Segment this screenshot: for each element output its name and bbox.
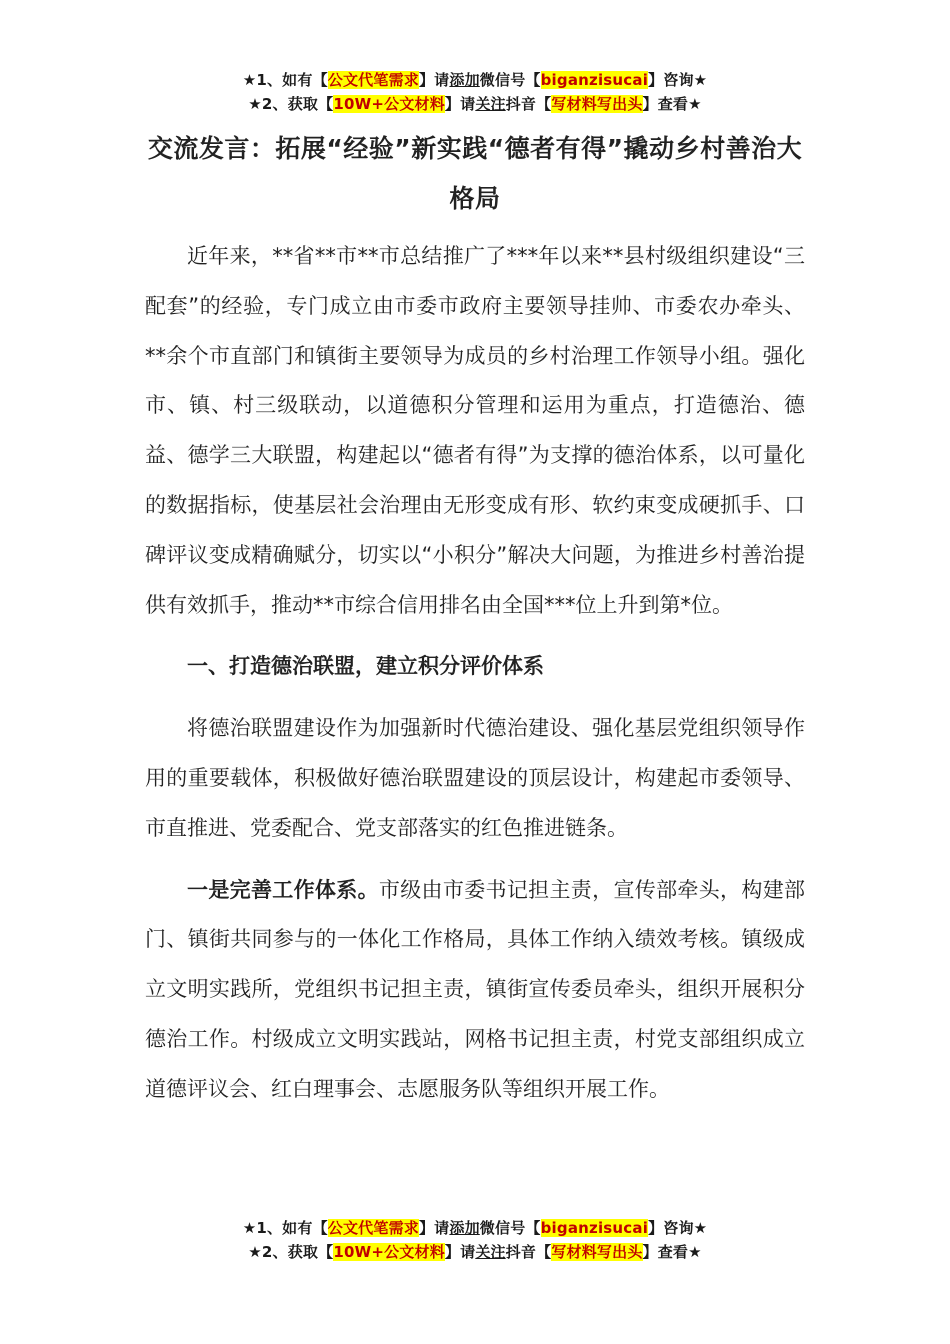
promo-highlight-douyin: 写材料写出头	[551, 1243, 643, 1261]
section-heading-1: 一、打造德治联盟，建立积分评价体系	[187, 654, 544, 679]
promo-highlight-wechat-id: biganzisucai	[540, 1219, 649, 1237]
section-1-paragraph: 将德治联盟建设作为加强新时代德治建设、强化基层党组织领导作用的重要载体，积极做好德治联盟建设的顶层设计，构建起市委领导、市直推进、党委配合、党支部落实的红色推进链条。	[145, 716, 805, 840]
promo-line-2: ★2、获取【10W+公文材料】请关注抖音【写材料写出头】查看★	[248, 95, 702, 113]
point-1-paragraph	[145, 866, 805, 1115]
document-body	[145, 232, 805, 1115]
intro-paragraph: 近年来，**省**市**市总结推广了***年以来**县村级组织建设“三配套”的经验，专门成立由市委市政府主要领导挂帅、市委农办牵头、**余个市直部门和镇街主要领导为成员的乡村治理工作领导小组。强化市、镇、村三级联动，以道德积分管理和运用为重点，打造德治、德益、德学三大联盟，构建起以“德者有得”为支撑的德治体系，以可量化的数据指标，使基层社会治理由无形变成有形、软约束变成硬抓手、口碑评议变成精确赋分，切实以“小积分”解决大问题，为推进乡村善治提供有效抓手，推动**市综合信用排名由全国***位上升到第*位。	[145, 244, 805, 617]
promo-banner-bottom	[0, 1216, 950, 1264]
promo-line-1: ★1、如有【公文代笔需求】请添加微信号【biganzisucai】咨询★	[242, 71, 708, 89]
promo-highlight-service: 公文代笔需求	[327, 1219, 419, 1237]
promo-banner-top	[0, 68, 950, 116]
document-title: 交流发言：拓展“经验”新实践“德者有得”撬动乡村善治大格局	[147, 134, 803, 213]
promo-line-1-bottom: ★1、如有【公文代笔需求】请添加微信号【biganzisucai】咨询★	[242, 1219, 708, 1237]
point-1-lead: 一是完善工作体系。	[187, 877, 379, 902]
promo-highlight-materials: 10W+公文材料	[333, 1243, 445, 1261]
point-1-body: 市级由市委书记担主责，宣传部牵头，构建部门、镇街共同参与的一体化工作格局，具体工作纳入绩效考核。镇级成立文明实践所，党组织书记担主责，镇街宣传委员牵头，组织开展积分德治工作。村级成立文明实践站，网格书记担主责，村党支部组织成立道德评议会、红白理事会、志愿服务队等组织开展工作。	[145, 877, 806, 1101]
promo-highlight-service: 公文代笔需求	[327, 71, 419, 89]
promo-line-2-bottom: ★2、获取【10W+公文材料】请关注抖音【写材料写出头】查看★	[248, 1243, 702, 1261]
promo-highlight-douyin: 写材料写出头	[551, 95, 643, 113]
promo-highlight-wechat-id: biganzisucai	[540, 71, 649, 89]
promo-highlight-materials: 10W+公文材料	[333, 95, 445, 113]
